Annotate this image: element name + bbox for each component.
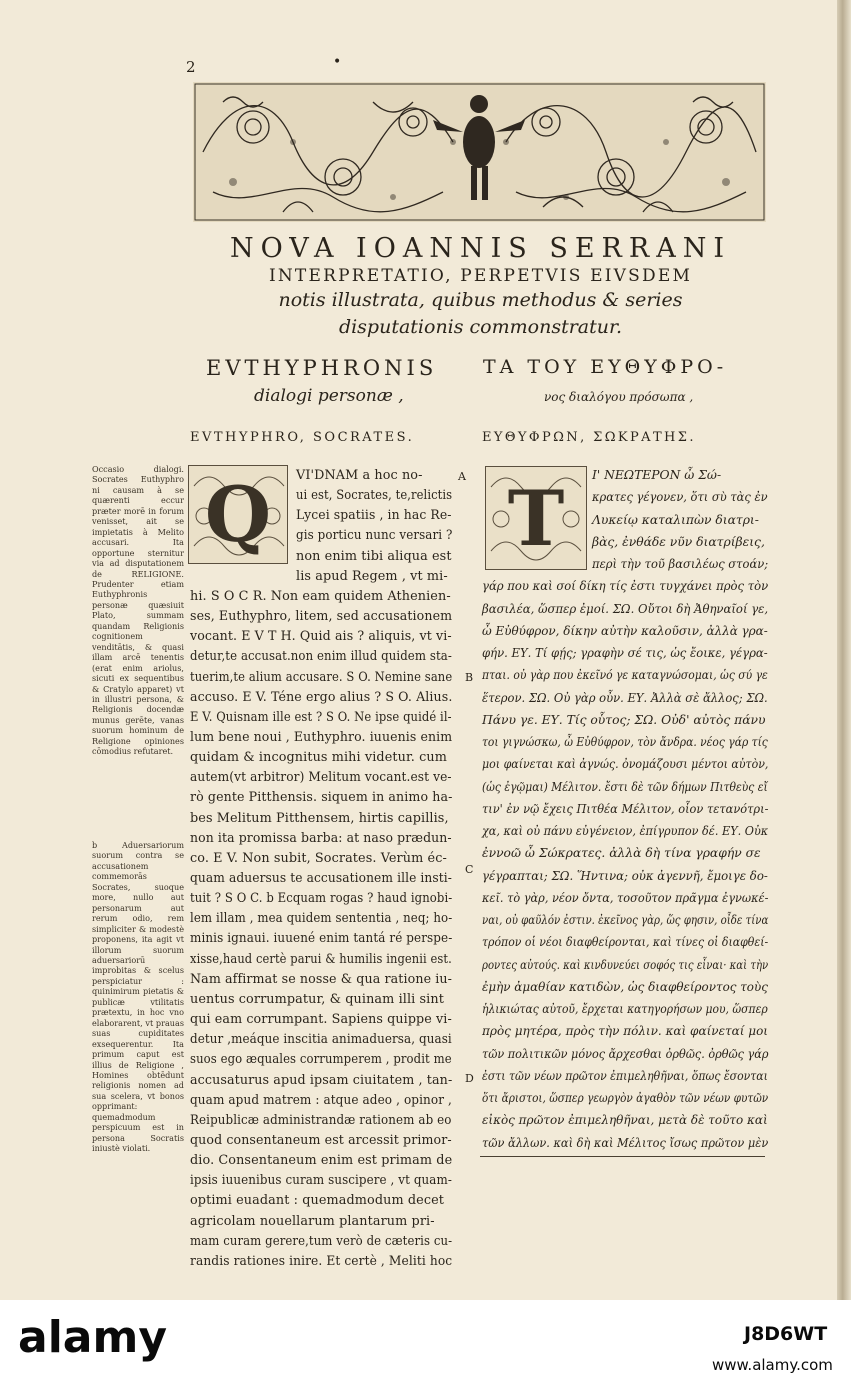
watermark-url: www.alamy.com [712,1356,833,1374]
greek-line: Λυκείῳ καταλιπὼν διατρι- [592,512,759,527]
greek-line: γάρ που καὶ σοί δίκη τίς ἐστι τυγχάνει πρὸς τὸν [482,579,769,594]
latin-line: detur ,meáque inscitia animaduersa, quasi [190,1032,452,1048]
latin-line: accuso. E V. Téne ergo alius ? S O. Alius. [190,689,453,705]
greek-dropcap [485,466,587,570]
greek-line: ροντες αὐτούς. καὶ κινδυνεύει σοφός τις εἶναι· καὶ τὴν [482,957,769,972]
section-marker-d: D [465,1072,474,1085]
latin-line: quod consentaneum est arcessit primor- [190,1132,452,1148]
ornamental-headpiece [193,82,766,222]
margin-note-a: Occasio dialogi. Socrates Euthyphro ni causam à se quærenti eccur præter morē in forum venisset, ait se impietatis à Melito accusari. Ita opportune sternitur via ad disputationem de RELIGIONE. Prudenter etiam Euthyphronis personæ quæsiuit Plato, summam quandam Religionis cognitionem venditātis, & quasi illam arcē tenentis (erat enim ariolus, sicuti ex sequentibus & Cratylo apparet) vt in illustri persona, & Religionis docendæ munus gerēte, vanas suorum hominum de Religione opiniones cōmodius refutaret. [92,464,184,757]
latin-line: Nam affirmat se nosse & qua ratione iu- [190,971,453,987]
greek-line: εἰκὸς πρῶτον ἐπιμεληθῆναι, μετὰ δὲ τοῦτο καὶ [482,1113,768,1128]
latin-line: lem illam , mea quidem sententia , neq; ho- [190,911,453,927]
watermark-image-id: J8D6WT [744,1323,828,1345]
printer-dot: • [333,54,342,70]
latin-line: quidam & incognitus mihi videtur. cum [190,750,447,766]
greek-line: μοι φαίνεται καὶ ἀγνώς. ὀνομάζουσι μέντοι αὐτὸν, [482,757,769,772]
latin-line: accusaturus apud ipsam ciuitatem , tan- [190,1072,453,1088]
greek-line: ὦ Εὐθύφρον, δίκην αὐτὴν καλοῦσιν, ἀλλὰ γρα- [482,623,768,638]
greek-line: τρόπον οἱ νέοι διαφθείρονται, καὶ τίνες οἱ διαφθεί- [482,935,769,950]
latin-line: dio. Consentaneum enim est primam de [190,1153,453,1169]
latin-line: Reipublicæ administrandæ rationem ab eo [190,1112,452,1128]
latin-line: minis ignaui. iuuené enim tantá ré perspe- [190,931,453,947]
greek-subheading: νος διαλόγου πρόσωπα , [544,390,694,404]
title-line-3: notis illustrata, quibus methodus & series [278,289,683,311]
greek-line: περὶ τὴν τοῦ βασιλέως στοάν; [592,557,769,571]
greek-line: Πάνυ γε. ΕΥ. Τίς οὗτος; ΣΩ. Οὐδ' αὐτὸς πάνυ [482,712,766,727]
latin-line: mam curam gerere,tum verò de cæteris cu- [190,1233,453,1249]
latin-dropcap [188,465,288,564]
latin-line: lum bene noui , Euthyphro. iuuenis enim [190,729,453,745]
latin-line: vocant. E V T H. Quid ais ? aliquis, vt vi- [190,629,452,645]
latin-persons: EVTHYPHRO, SOCRATES. [190,430,415,445]
latin-line: co. E V. Non subit, Socrates. Verùm éc- [190,850,447,866]
latin-line: quam apud matrem : atque adeo , opinor , [190,1092,452,1108]
greek-line: χα, καὶ οὐ πάνυ εὐγένειον, ἐπίγρυπον δέ. ΕΥ. Οὐκ [482,824,769,838]
greek-persons: ΕΥΘΥΦΡΩΝ, ΣΩΚΡΑΤΗΣ. [482,430,696,445]
latin-line: quam aduersus te accusationem ille insti- [190,871,453,886]
latin-line: qui eam corrumpant. Sapiens quippe vi- [190,1012,452,1028]
latin-line: optimi euadant : quemadmodum decet [190,1193,445,1209]
latin-line: detur,te accusat.non enim illud quidem sta- [190,649,452,665]
greek-line: ἡλικιώτας αὐτοῦ, ἔρχεται κατηγορήσων μου, ὥσπερ [482,1002,768,1016]
latin-line: hi. S O C R. Non eam quidem Athenien- [190,588,451,604]
page-edge [837,0,851,1300]
latin-line: agricolam nouellarum plantarum pri- [190,1213,435,1229]
title-line-2: INTERPRETATIO, PERPETVIS EIVSDEM [268,266,693,286]
greek-line: ναι, οὐ φαῦλόν ἐστιν. ἐκεῖνος γὰρ, ὥς φησιν, οἶδε τίνα [482,913,769,927]
latin-line: non ita promissa barba: at naso prædun- [190,830,452,846]
greek-line: ἐννοῶ ὦ Σώκρατες. ἀλλὰ δὴ τίνα γραφήν σε [482,846,761,861]
watermark-logo: alamy [18,1312,167,1363]
title-line-1: NOVA IOANNIS SERRANI [230,233,731,264]
greek-line: ἕτερον. ΣΩ. Οὐ γὰρ οὖν. ΕΥ. Ἀλλὰ σὲ ἄλλος; ΣΩ. [482,690,768,705]
latin-line: lis apud Regem , vt mi- [296,568,448,584]
latin-line: ses, Euthyphro, litem, sed accusationem [190,609,453,625]
greek-line: πται. οὐ γὰρ που ἐκεῖνό γε καταγνώσομαι, ὡς σύ γε [482,668,768,683]
latin-line: gis porticu nunc versari ? [296,528,453,544]
page-number: 2 [186,58,196,76]
latin-line: autem(vt arbitror) Melitum vocant.est ve- [190,770,452,786]
greek-line: πρὸς μητέρα, πρὸς τὴν πόλιν. καὶ φαίνεταί μοι [482,1024,769,1039]
latin-line: E V. Quisnam ille est ? S O. Ne ipse quidé il- [190,709,452,725]
greek-line: τοι γιγνώσκω, ὦ Εὐθύφρον, τὸν ἄνδρα. νέος γάρ τίς [482,735,768,749]
greek-line: βασιλέα, ὥσπερ ἐμοί. ΣΩ. Οὔτοι δὴ Ἀθηναῖοί γε, [482,601,769,616]
latin-line: rò gente Pitthensis. siquem in animo ha- [190,790,453,806]
section-marker-c: C [465,863,474,876]
latin-line: non enim tibi aliqua est [296,548,452,564]
latin-line: suos ego æquales corrumperem , prodit me [190,1052,452,1068]
section-marker-a: A [458,470,466,483]
greek-line: φήν. ΕΥ. Τί φῄς; γραφὴν σέ τις, ὡς ἔοικε, γέγρα- [482,646,768,660]
latin-line: ipsis iuuenibus curam suscipere , vt quam- [190,1173,452,1189]
greek-line: τῶν πολιτικῶν μόνος ἄρχεσθαι ὀρθῶς. ὀρθῶς γάρ [482,1046,769,1061]
greek-line: κρατες γέγονεν, ὅτι σὺ τὰς ἐν [592,490,768,505]
latin-line: VI'DNAM a hoc no- [296,468,423,483]
latin-line: Lycei spatiis , in hac Re- [296,508,452,524]
greek-heading: ΤΑ ΤΟΥ ΕΥΘΥΦΡΟ- [483,356,728,378]
text-underline [480,1156,765,1157]
latin-line: bes Melitum Pitthensem, hirtis capillis, [190,810,449,826]
greek-line: ἐστι τῶν νέων πρῶτον ἐπιμεληθῆναι, ὅπως ἔσονται [482,1068,768,1083]
latin-line: randis rationes inire. Et certè , Meliti hoc [190,1253,453,1269]
greek-line: γέγραπται; ΣΩ. Ἥντινα; οὐκ ἀγεννῆ, ἔμοιγε δο- [482,868,768,883]
latin-line: uentus corrumpatur, & quinam illi sint [190,991,444,1007]
greek-line: βὰς, ἐνθάδε νῦν διατρίβεις, [592,534,765,549]
latin-heading: EVTHYPHRONIS [206,356,438,380]
margin-note-b: b Aduersariorum suorum contra se accusationem commemorās Socrates, suoque more, nullo aut personarum aut rerum odio, rem simpliciter & modestè proponens, ita agit vt illorum suorum aduersariorū improbitas & scelus perspiciatur : quinimirum pietatis & publicæ vtilitatis prætextu, in hoc vno elaborarent, vt prauas suas cupiditates exsequerentur. Ita primum caput est illius de Religione , Homines obtēdunt religionis nomen ad sua scelera, vt bonos opprimant: quemadmodum perspicuum est in persona Socratis iniustè violati. [92,840,184,1154]
greek-dropcap-letter: Τ [507,473,565,563]
latin-dropcap-letter: Q [204,470,272,559]
latin-line: xisse,haud certè parui & humilis ingenii est. [190,951,452,967]
section-marker-b: B [465,671,474,684]
greek-line: Ι' ΝΕΩΤΕΡΟΝ ὦ Σώ- [592,468,722,482]
latin-line: tuerim,te alium accusare. S O. Nemine sane [190,669,453,685]
latin-line: ui est, Socrates, te,relictis [296,488,453,504]
latin-subheading: dialogi personæ , [254,386,404,406]
greek-line: ὅτι ἄριστοι, ὥσπερ γεωργὸν ἀγαθὸν τῶν νέων φυτῶν [482,1091,769,1105]
latin-line: tuit ? S O C. b Ecquam rogas ? haud ignobi- [190,891,453,907]
greek-line: ἐμὴν ἀμαθίαν κατιδὼν, ὡς διαφθείροντος τοὺς [482,979,768,994]
greek-line: τιν' ἐν νῷ ἔχεις Πιτθέα Μέλιτον, οἷον τετανότρι- [482,801,769,816]
greek-line: (ὡς ἐγῷμαι) Μέλιτον. ἔστι δὲ τῶν δήμων Πιτθεὺς εἴ [482,779,768,794]
title-line-4: disputationis commonstratur. [338,316,623,338]
greek-line: τῶν ἄλλων. καὶ δὴ καὶ Μέλιτος ἴσως πρῶτον μὲν [482,1135,769,1150]
greek-line: κεῖ. τὸ γὰρ, νέον ὄντα, τοσοῦτον πρᾶγμα ἐγνωκέ- [482,890,769,905]
